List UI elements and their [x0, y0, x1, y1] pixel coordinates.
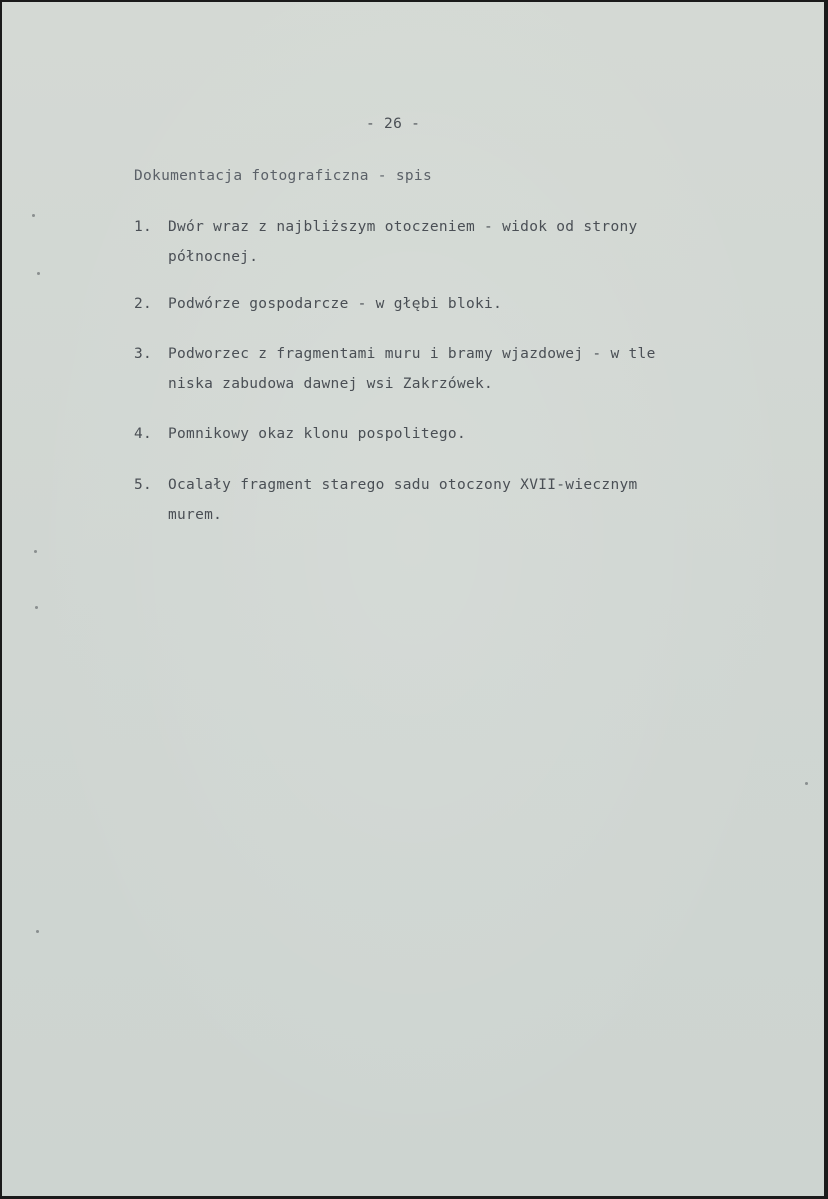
paper-speck — [34, 550, 37, 553]
list-item-text-line-1: Podwórze gospodarcze - w głębi bloki. — [168, 296, 503, 312]
list-item-number: 5. — [134, 477, 153, 493]
list-item-number: 2. — [134, 296, 153, 312]
list-item-number: 1. — [134, 219, 153, 235]
paper-speck — [36, 930, 39, 933]
paper-speck — [37, 272, 40, 275]
list-item-text-line-1: Dwór wraz z najbliższym otoczeniem - widok od strony — [168, 219, 638, 235]
list-item-text-line-1: Ocalały fragment starego sadu otoczony XVII-wiecznym — [168, 477, 638, 493]
document-page — [2, 2, 824, 1196]
list-item-text-line-2: murem. — [168, 507, 223, 523]
list-item-text-line-1: Podworzec z fragmentami muru i bramy wjazdowej - w tle — [168, 346, 656, 362]
paper-speck — [805, 782, 808, 785]
list-item-number: 3. — [134, 346, 153, 362]
list-item-text-line-2: północnej. — [168, 249, 259, 265]
paper-speck — [32, 214, 35, 217]
paper-speck — [35, 606, 38, 609]
page-number: - 26 - — [366, 116, 421, 132]
list-item-number: 4. — [134, 426, 153, 442]
document-heading: Dokumentacja fotograficzna - spis — [134, 168, 432, 184]
list-item-text-line-2: niska zabudowa dawnej wsi Zakrzówek. — [168, 376, 494, 392]
list-item-text-line-1: Pomnikowy okaz klonu pospolitego. — [168, 426, 466, 442]
